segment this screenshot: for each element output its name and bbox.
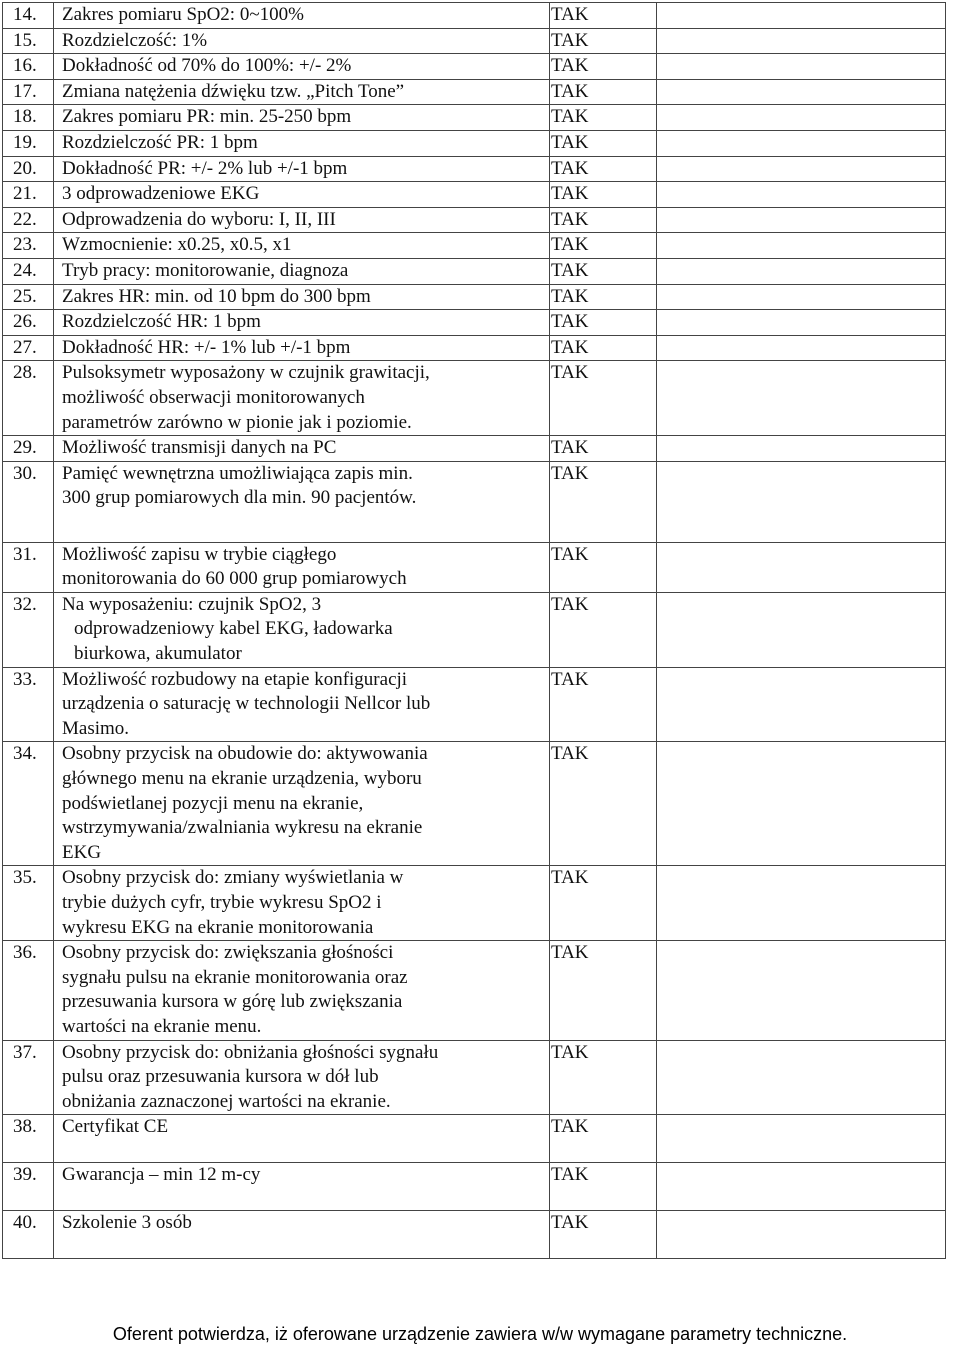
compliance-value-cell [550, 28, 657, 54]
item-number: 21. [13, 183, 37, 205]
compliance-value-cell [550, 258, 657, 284]
item-number-cell [3, 233, 54, 259]
item-number: 31. [13, 543, 37, 565]
compliance-value: TAK [551, 668, 589, 690]
compliance-value: TAK [551, 1041, 589, 1063]
empty-offer-cell [657, 258, 946, 284]
requirement-text-line: przesuwania kursora w górę lub zwiększania [62, 991, 403, 1013]
compliance-value-cell [550, 1163, 657, 1211]
empty-offer-cell [657, 461, 946, 542]
compliance-value-cell [550, 436, 657, 462]
compliance-value: TAK [551, 55, 589, 77]
requirement-text-line: Gwarancja – min 12 m-cy [62, 1164, 261, 1186]
item-number-cell [3, 461, 54, 542]
item-number: 22. [13, 208, 37, 230]
requirement-description-cell [54, 941, 550, 1040]
item-number-cell [3, 156, 54, 182]
item-number: 35. [13, 867, 37, 889]
empty-offer-cell [657, 310, 946, 336]
compliance-value: TAK [551, 183, 589, 205]
compliance-value-cell [550, 866, 657, 941]
compliance-value: TAK [551, 131, 589, 153]
table-row [3, 233, 946, 259]
requirement-text-line: Dokładność HR: +/- 1% lub +/-1 bpm [62, 336, 351, 358]
item-number-cell [3, 28, 54, 54]
item-number-cell [3, 310, 54, 336]
compliance-value: TAK [551, 362, 589, 384]
item-number-cell [3, 3, 54, 29]
empty-offer-cell [657, 1040, 946, 1115]
table-row [3, 1040, 946, 1115]
requirement-description-cell [54, 105, 550, 131]
empty-offer-cell [657, 233, 946, 259]
requirement-text-line: Szkolenie 3 osób [62, 1212, 192, 1234]
item-number: 19. [13, 131, 37, 153]
empty-offer-cell [657, 105, 946, 131]
compliance-value: TAK [551, 543, 589, 565]
item-number: 38. [13, 1116, 37, 1138]
compliance-value: TAK [551, 208, 589, 230]
item-number-cell [3, 1040, 54, 1115]
compliance-value: TAK [551, 462, 589, 484]
table-row [3, 1163, 946, 1211]
empty-offer-cell [657, 130, 946, 156]
empty-offer-cell [657, 28, 946, 54]
compliance-value: TAK [551, 336, 589, 358]
empty-offer-cell [657, 182, 946, 208]
compliance-value: TAK [551, 29, 589, 51]
item-number-cell [3, 182, 54, 208]
compliance-value-cell [550, 742, 657, 866]
requirement-text-line: głównego menu na ekranie urządzenia, wyboru [62, 768, 422, 790]
empty-offer-cell [657, 3, 946, 29]
compliance-value-cell [550, 461, 657, 542]
empty-offer-cell [657, 54, 946, 80]
empty-offer-cell [657, 742, 946, 866]
requirement-description-cell [54, 1211, 550, 1259]
item-number: 17. [13, 80, 37, 102]
requirement-text-line: Wzmocnienie: x0.25, x0.5, x1 [62, 234, 292, 256]
empty-offer-cell [657, 1163, 946, 1211]
table-row [3, 1115, 946, 1163]
compliance-value-cell [550, 361, 657, 436]
compliance-value: TAK [551, 942, 589, 964]
requirement-text-line: Zmiana natężenia dźwięku tzw. „Pitch Tone” [62, 80, 405, 102]
compliance-value-cell [550, 1115, 657, 1163]
requirement-text-line: Dokładność od 70% do 100%: +/- 2% [62, 55, 352, 77]
item-number: 24. [13, 259, 37, 281]
item-number: 28. [13, 362, 37, 384]
table-row [3, 742, 946, 866]
table-row [3, 335, 946, 361]
requirement-text-line: wykresu EKG na ekranie monitorowania [62, 916, 374, 938]
compliance-value: TAK [551, 259, 589, 281]
requirement-text-line: Rozdzielczość: 1% [62, 29, 208, 51]
compliance-value-cell [550, 542, 657, 592]
requirement-text-line: Rozdzielczość PR: 1 bpm [62, 131, 258, 153]
requirement-description-cell [54, 207, 550, 233]
compliance-value-cell [550, 105, 657, 131]
item-number: 34. [13, 743, 37, 765]
item-number: 27. [13, 336, 37, 358]
compliance-value: TAK [551, 4, 589, 25]
table-row [3, 542, 946, 592]
empty-offer-cell [657, 156, 946, 182]
requirement-text-line: wstrzymywania/zwalniania wykresu na ekranie [62, 817, 423, 839]
requirement-description-cell [54, 1040, 550, 1115]
requirement-description-cell [54, 156, 550, 182]
requirement-description-cell [54, 1163, 550, 1211]
item-number: 37. [13, 1041, 37, 1063]
requirement-description-cell [54, 258, 550, 284]
compliance-value-cell [550, 1040, 657, 1115]
item-number: 16. [13, 55, 37, 77]
requirement-text-line: Zakres pomiaru PR: min. 25-250 bpm [62, 106, 352, 128]
compliance-value-cell [550, 3, 657, 29]
empty-offer-cell [657, 436, 946, 462]
compliance-value: TAK [551, 1116, 589, 1138]
requirement-description-cell [54, 79, 550, 105]
item-number: 25. [13, 285, 37, 307]
compliance-value: TAK [551, 1212, 589, 1234]
requirement-text-line: Dokładność PR: +/- 2% lub +/-1 bpm [62, 157, 348, 179]
empty-offer-cell [657, 284, 946, 310]
compliance-value: TAK [551, 234, 589, 256]
item-number-cell [3, 542, 54, 592]
requirement-text-line: trybie dużych cyfr, trybie wykresu SpO2 i [62, 892, 382, 913]
compliance-value: TAK [551, 743, 589, 765]
compliance-value-cell [550, 182, 657, 208]
item-number: 18. [13, 106, 37, 128]
requirement-description-cell [54, 742, 550, 866]
item-number-cell [3, 941, 54, 1040]
requirement-description-cell [54, 182, 550, 208]
item-number-cell [3, 1163, 54, 1211]
requirement-text-line: 300 grup pomiarowych dla min. 90 pacjentów. [62, 487, 417, 509]
compliance-value: TAK [551, 593, 589, 615]
empty-offer-cell [657, 667, 946, 742]
table-row [3, 941, 946, 1040]
item-number: 32. [13, 593, 37, 615]
requirement-text-line: Zakres pomiaru SpO2: 0~100% [62, 4, 304, 25]
table-row [3, 310, 946, 336]
compliance-value-cell [550, 592, 657, 667]
requirement-text-line: Pulsoksymetr wyposażony w czujnik grawitacji, [62, 362, 430, 384]
table-row [3, 79, 946, 105]
table-row [3, 667, 946, 742]
table-row [3, 3, 946, 29]
compliance-value: TAK [551, 80, 589, 102]
requirement-description-cell [54, 310, 550, 336]
item-number-cell [3, 79, 54, 105]
requirement-text-line: Osobny przycisk na obudowie do: aktywowania [62, 743, 428, 765]
item-number: 26. [13, 311, 37, 333]
item-number-cell [3, 742, 54, 866]
item-number-cell [3, 335, 54, 361]
item-number-cell [3, 54, 54, 80]
item-number: 33. [13, 668, 37, 690]
table-row [3, 156, 946, 182]
requirement-description-cell [54, 592, 550, 667]
requirement-text-line: Osobny przycisk do: zmiany wyświetlania w [62, 867, 404, 889]
requirement-text-line: możliwość obserwacji monitorowanych [62, 386, 365, 408]
compliance-value-cell [550, 1211, 657, 1259]
item-number-cell [3, 1211, 54, 1259]
requirement-text-line: biurkowa, akumulator [74, 643, 242, 665]
table-row [3, 361, 946, 436]
item-number-cell [3, 436, 54, 462]
empty-offer-cell [657, 542, 946, 592]
table-row [3, 105, 946, 131]
table-row [3, 130, 946, 156]
item-number: 20. [13, 157, 37, 179]
item-number-cell [3, 130, 54, 156]
compliance-value-cell [550, 284, 657, 310]
requirement-description-cell [54, 335, 550, 361]
requirement-text-line: Możliwość rozbudowy na etapie konfiguracji [62, 668, 408, 690]
compliance-value-cell [550, 54, 657, 80]
requirement-description-cell [54, 361, 550, 436]
requirement-text-line: Osobny przycisk do: zwiększania głośności [62, 942, 394, 964]
table-row [3, 461, 946, 542]
empty-offer-cell [657, 335, 946, 361]
empty-offer-cell [657, 1211, 946, 1259]
requirement-text-line: urządzenia o saturację w technologii Nellcor lub [62, 693, 431, 715]
requirement-text-line: Tryb pracy: monitorowanie, diagnoza [62, 259, 349, 281]
requirement-text-line: pulsu oraz przesuwania kursora w dół lub [62, 1066, 379, 1088]
empty-offer-cell [657, 79, 946, 105]
requirement-description-cell [54, 542, 550, 592]
requirement-text-line: odprowadzeniowy kabel EKG, ładowarka [74, 618, 393, 640]
requirement-text-line: 3 odprowadzeniowe EKG [62, 183, 260, 205]
item-number: 36. [13, 942, 37, 964]
compliance-value-cell [550, 207, 657, 233]
requirement-text-line: Zakres HR: min. od 10 bpm do 300 bpm [62, 285, 371, 307]
table-row [3, 436, 946, 462]
item-number-cell [3, 866, 54, 941]
requirement-text-line: Odprowadzenia do wyboru: I, II, III [62, 208, 336, 230]
requirement-text-line: obniżania zaznaczonej wartości na ekranie. [62, 1090, 391, 1112]
specification-table-body [3, 3, 946, 1259]
empty-offer-cell [657, 1115, 946, 1163]
item-number: 29. [13, 437, 37, 459]
empty-offer-cell [657, 866, 946, 941]
compliance-value: TAK [551, 867, 589, 889]
item-number-cell [3, 284, 54, 310]
compliance-value: TAK [551, 1164, 589, 1186]
requirement-description-cell [54, 28, 550, 54]
compliance-value-cell [550, 667, 657, 742]
requirement-text-line: EKG [62, 841, 102, 863]
requirement-description-cell [54, 130, 550, 156]
table-row [3, 592, 946, 667]
requirement-text-line: Możliwość zapisu w trybie ciągłego [62, 543, 337, 565]
requirement-description-cell [54, 461, 550, 542]
empty-offer-cell [657, 207, 946, 233]
item-number-cell [3, 667, 54, 742]
item-number: 14. [13, 4, 37, 25]
compliance-value-cell [550, 310, 657, 336]
table-row [3, 54, 946, 80]
table-row [3, 258, 946, 284]
requirement-description-cell [54, 1115, 550, 1163]
compliance-value-cell [550, 335, 657, 361]
compliance-value-cell [550, 79, 657, 105]
requirement-text-line: Pamięć wewnętrzna umożliwiająca zapis min. [62, 462, 413, 484]
requirement-text-line: Na wyposażeniu: czujnik SpO2, 3 [62, 593, 322, 615]
requirement-description-cell [54, 866, 550, 941]
empty-offer-cell [657, 941, 946, 1040]
requirement-text-line: wartości na ekranie menu. [62, 1015, 262, 1037]
item-number: 39. [13, 1164, 37, 1186]
requirement-text-line: Masimo. [62, 717, 130, 739]
requirement-description-cell [54, 436, 550, 462]
requirement-text-line: Rozdzielczość HR: 1 bpm [62, 311, 261, 333]
compliance-value-cell [550, 130, 657, 156]
compliance-value: TAK [551, 285, 589, 307]
table-row [3, 182, 946, 208]
table-row [3, 1211, 946, 1259]
specification-table [2, 2, 946, 1259]
compliance-value: TAK [551, 311, 589, 333]
compliance-value-cell [550, 233, 657, 259]
item-number: 40. [13, 1212, 37, 1234]
requirement-description-cell [54, 3, 550, 29]
requirement-text-line: Możliwość transmisji danych na PC [62, 437, 337, 459]
table-row [3, 28, 946, 54]
requirement-description-cell [54, 284, 550, 310]
requirement-text-line: podświetlanej pozycji menu na ekranie, [62, 792, 364, 814]
requirement-description-cell [54, 54, 550, 80]
item-number-cell [3, 1115, 54, 1163]
requirement-text-line: Osobny przycisk do: obniżania głośności sygnału [62, 1041, 439, 1063]
item-number-cell [3, 592, 54, 667]
item-number-cell [3, 361, 54, 436]
requirement-text-line: monitorowania do 60 000 grup pomiarowych [62, 568, 407, 590]
item-number: 23. [13, 234, 37, 256]
compliance-value-cell [550, 941, 657, 1040]
requirement-description-cell [54, 667, 550, 742]
confirmation-note: Oferent potwierdza, iż oferowane urządzenie zawiera w/w wymagane parametry techniczne. [112, 1324, 848, 1344]
compliance-value-cell [550, 156, 657, 182]
item-number-cell [3, 105, 54, 131]
item-number: 30. [13, 462, 37, 484]
table-row [3, 284, 946, 310]
requirement-description-cell [54, 233, 550, 259]
requirement-text-line: Certyfikat CE [62, 1116, 169, 1138]
compliance-value: TAK [551, 106, 589, 128]
table-row [3, 866, 946, 941]
empty-offer-cell [657, 361, 946, 436]
table-row [3, 207, 946, 233]
item-number-cell [3, 258, 54, 284]
empty-offer-cell [657, 592, 946, 667]
compliance-value: TAK [551, 157, 589, 179]
requirement-text-line: sygnału pulsu na ekranie monitorowania oraz [62, 966, 408, 988]
requirement-text-line: parametrów zarówno w pionie jak i poziomie. [62, 411, 412, 433]
item-number: 15. [13, 29, 37, 51]
compliance-value: TAK [551, 437, 589, 459]
item-number-cell [3, 207, 54, 233]
